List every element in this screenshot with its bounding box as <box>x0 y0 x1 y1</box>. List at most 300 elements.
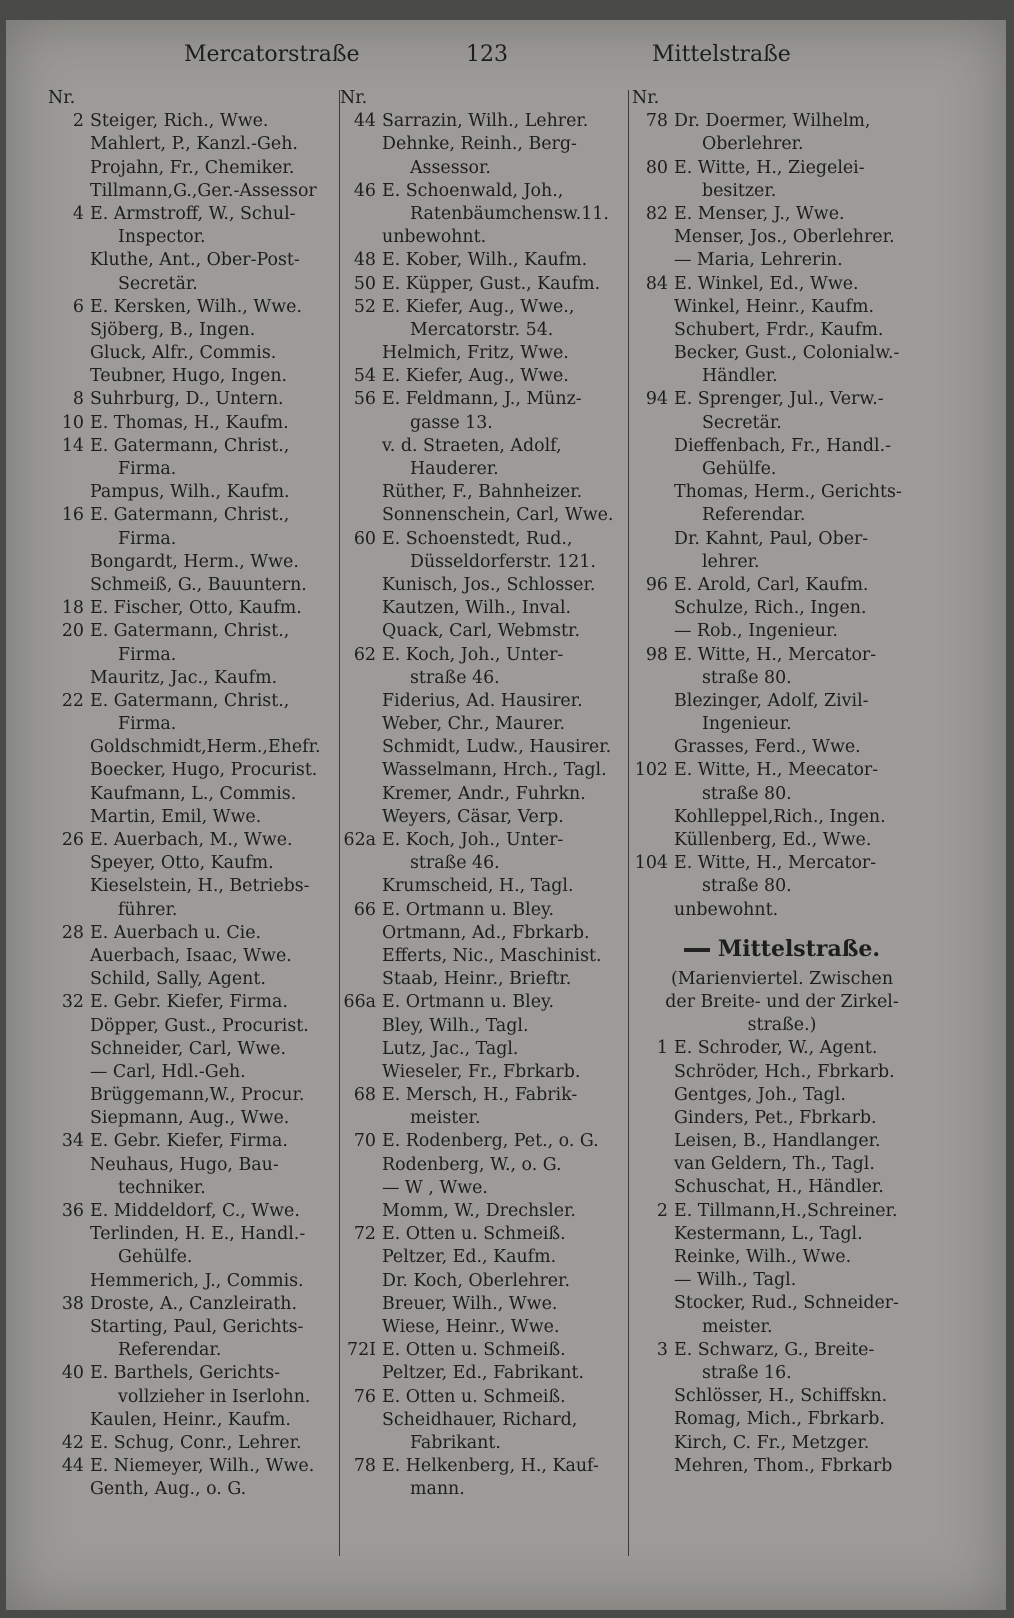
directory-entry <box>340 319 626 342</box>
entry-text: Goldschmidt,Herm.,Ehefr. <box>90 737 321 758</box>
entry-text: Blezinger, Adolf, Zivil- <box>674 690 869 711</box>
directory-entry <box>340 458 626 481</box>
directory-entry <box>48 1339 334 1362</box>
directory-entry <box>632 458 932 481</box>
house-number: 10 <box>61 412 84 433</box>
entry-text: Krumscheid, H., Tagl. <box>382 876 574 897</box>
entry-text: E. Middeldorf, C., Wwe. <box>90 1201 300 1221</box>
entry-text: Droste, A., Canzleirath. <box>90 1293 297 1314</box>
street-description <box>632 968 932 991</box>
entry-text: E. Ortmann u. Bley. <box>382 899 555 920</box>
directory-entry <box>48 968 334 991</box>
entry-text: E. Küpper, Gust., Kaufm. <box>382 273 601 294</box>
entry-text: E. Auerbach u. Cie. <box>90 922 262 943</box>
directory-entry <box>632 319 932 342</box>
directory-entry <box>340 1084 626 1107</box>
entry-text: Mehren, Thom., Fbrkarb <box>674 1455 893 1476</box>
entry-text: E. Schoenstedt, Rud., <box>382 528 573 549</box>
entry-text: E. Witte, H., Mercator- <box>674 853 877 874</box>
directory-entry <box>340 133 626 156</box>
directory-entry <box>340 365 626 388</box>
directory-entry <box>632 296 932 319</box>
directory-entry <box>48 87 334 110</box>
entry-text: E. Witte, H., Meecator- <box>674 760 879 781</box>
entry-text: Quack, Carl, Webmstr. <box>382 621 580 642</box>
entry-text: Secretär. <box>118 273 198 294</box>
directory-entry <box>632 226 932 249</box>
entry-text: Ortmann, Ad., Fbrkarb. <box>382 922 590 943</box>
directory-entry <box>48 1432 334 1455</box>
entry-text: Kieselstein, H., Betriebs- <box>90 876 310 897</box>
directory-entry <box>340 435 626 458</box>
directory-entry <box>340 87 626 110</box>
entry-text: E. Otten u. Schmeiß. <box>382 1340 566 1361</box>
directory-entry <box>340 644 626 667</box>
directory-entry <box>48 574 334 597</box>
entry-text: E. Thomas, H., Kaufm. <box>90 412 289 433</box>
directory-entry <box>340 1130 626 1153</box>
entry-text: Referendar. <box>702 505 806 526</box>
directory-entry <box>48 481 334 504</box>
house-number: 6 <box>72 296 84 317</box>
entry-text: Schild, Sally, Agent. <box>90 969 266 990</box>
entry-text: Starting, Paul, Gerichts- <box>90 1316 304 1337</box>
directory-entry <box>632 1246 932 1269</box>
entry-text: E. Menser, J., Wwe. <box>674 203 845 224</box>
entry-text: E. Koch, Joh., Unter- <box>382 644 564 665</box>
directory-entry <box>48 620 334 643</box>
entry-text: Fabrikant. <box>410 1432 501 1453</box>
entry-text: Referendar. <box>118 1340 222 1361</box>
house-number: 52 <box>353 296 376 317</box>
entry-text: E. Gatermann, Christ., <box>90 621 290 642</box>
directory-entry <box>48 180 334 203</box>
directory-entry <box>632 574 932 597</box>
house-number: 56 <box>353 389 376 410</box>
entry-text: Momm, W., Drechsler. <box>382 1201 576 1221</box>
directory-entry <box>340 852 626 875</box>
directory-entry <box>48 203 334 226</box>
entry-text: Breuer, Wilh., Wwe. <box>382 1293 558 1314</box>
house-number: 34 <box>61 1131 84 1152</box>
directory-entry <box>48 759 334 782</box>
entry-text: Gehülfe. <box>702 459 777 479</box>
directory-entry <box>48 806 334 829</box>
directory-entry <box>632 806 932 829</box>
house-number: 78 <box>645 111 668 132</box>
house-number: 102 <box>634 760 668 781</box>
entry-text: Weber, Chr., Maurer. <box>382 714 566 735</box>
directory-entry <box>632 249 932 272</box>
directory-entry <box>48 458 334 481</box>
directory-entry <box>48 852 334 875</box>
directory-entry <box>48 412 334 435</box>
house-number: 4 <box>72 203 84 224</box>
entry-text: Ratenbäumchensw.11. <box>410 203 609 224</box>
directory-entry <box>48 1084 334 1107</box>
house-number: 72 <box>353 1224 376 1245</box>
entry-text: E. Arold, Carl, Kaufm. <box>674 574 869 595</box>
directory-entry <box>632 690 932 713</box>
entry-text: lehrer. <box>702 551 760 572</box>
entry-text: straße 46. <box>410 853 500 874</box>
directory-entry <box>48 1270 334 1293</box>
house-number: 2 <box>656 1200 668 1221</box>
directory-entry <box>340 388 626 411</box>
directory-entry <box>340 203 626 226</box>
entry-text: straße 16. <box>702 1362 792 1383</box>
directory-entry <box>48 1316 334 1339</box>
entry-text: E. Gatermann, Christ., <box>90 690 290 711</box>
directory-entry <box>340 1246 626 1269</box>
directory-entry <box>48 319 334 342</box>
directory-entry <box>340 968 626 991</box>
entry-text: E. Witte, H., Ziegelei- <box>674 157 865 178</box>
entry-text: Schlösser, H., Schiffskn. <box>674 1386 888 1407</box>
directory-entry <box>48 388 334 411</box>
entry-text: straße 80. <box>702 667 792 688</box>
house-number: 46 <box>353 180 376 201</box>
entry-text: Firma. <box>118 714 177 735</box>
directory-entry <box>48 1154 334 1177</box>
entry-text: Siepmann, Aug., Wwe. <box>90 1108 290 1129</box>
entry-text: Tillmann,G.,Ger.-Assessor <box>90 180 317 201</box>
entry-text: Dr. Koch, Oberlehrer. <box>382 1270 570 1291</box>
house-number: 14 <box>61 435 84 456</box>
directory-entry <box>48 365 334 388</box>
entry-text: E. Schwarz, G., Breite- <box>674 1339 875 1360</box>
entry-text: Stocker, Rud., Schneider- <box>674 1293 899 1314</box>
entry-text: Lutz, Jac., Tagl. <box>382 1038 519 1059</box>
directory-entry <box>632 551 932 574</box>
entry-text: Mercatorstr. 54. <box>410 319 554 340</box>
entry-text: E. Gatermann, Christ., <box>90 435 290 456</box>
directory-entry <box>632 1200 932 1223</box>
street-name-text: Mittelstraße. <box>717 935 881 962</box>
house-number: 104 <box>634 853 668 874</box>
entry-text: Assessor. <box>410 157 491 178</box>
house-number: 84 <box>645 273 668 294</box>
directory-entry <box>632 1385 932 1408</box>
house-number: 44 <box>353 111 376 132</box>
entry-text: Schmeiß, G., Bauuntern. <box>90 574 307 595</box>
directory-entry <box>48 945 334 968</box>
directory-entry <box>340 736 626 759</box>
entry-text: Staab, Heinr., Brieftr. <box>382 969 572 990</box>
entry-text: Sonnenschein, Carl, Wwe. <box>382 505 614 526</box>
entry-text: Reinke, Wilh., Wwe. <box>674 1247 852 1267</box>
directory-entry <box>340 922 626 945</box>
entry-text: E. Schroder, W., Agent. <box>674 1038 878 1059</box>
directory-entry <box>340 481 626 504</box>
directory-entry <box>340 1316 626 1339</box>
entry-text: Teubner, Hugo, Ingen. <box>90 366 288 387</box>
entry-text: Hemmerich, J., Commis. <box>90 1270 304 1291</box>
entry-text: Döpper, Gust., Procurist. <box>90 1015 309 1036</box>
entry-text: Rodenberg, W., o. G. <box>382 1154 562 1175</box>
directory-entry <box>48 1455 334 1478</box>
directory-entry <box>48 1478 334 1501</box>
entry-text: Grasses, Ferd., Wwe. <box>674 737 861 758</box>
house-number: 40 <box>61 1363 84 1384</box>
house-number: 38 <box>61 1293 84 1314</box>
directory-entry <box>48 226 334 249</box>
directory-entry <box>48 922 334 945</box>
entry-text: Thomas, Herm., Gerichts- <box>674 482 902 503</box>
entry-text: Neuhaus, Hugo, Bau- <box>90 1154 279 1175</box>
entry-text: Gentges, Joh., Tagl. <box>674 1084 846 1105</box>
entry-text: Kohlleppel,Rich., Ingen. <box>674 806 886 827</box>
entry-text: E. Gebr. Kiefer, Firma. <box>90 1131 288 1152</box>
house-number: 1 <box>656 1038 668 1059</box>
directory-entry <box>48 899 334 922</box>
directory-entry <box>632 1339 932 1362</box>
directory-entry <box>48 157 334 180</box>
entry-text: Kaulen, Heinr., Kaufm. <box>90 1409 291 1430</box>
directory-entry <box>632 133 932 156</box>
directory-entry <box>340 1362 626 1385</box>
house-number: 42 <box>61 1432 84 1453</box>
directory-entry <box>48 1223 334 1246</box>
entry-text: Dehnke, Reinh., Berg- <box>382 134 577 155</box>
entry-text: vollzieher in Iserlohn. <box>118 1386 311 1407</box>
directory-entry <box>632 829 932 852</box>
house-number: Nr. <box>632 88 660 108</box>
entry-text: Schulze, Rich., Ingen. <box>674 598 867 619</box>
house-number: 20 <box>61 621 84 642</box>
entry-text: v. d. Straeten, Adolf, <box>382 435 562 456</box>
directory-entry <box>48 713 334 736</box>
entry-text: Weyers, Cäsar, Verp. <box>382 806 564 827</box>
directory-entry <box>48 1177 334 1200</box>
directory-entry <box>632 1037 932 1060</box>
house-number: 3 <box>656 1339 668 1360</box>
entry-text: E. Otten u. Schmeiß. <box>382 1386 566 1407</box>
directory-entry <box>340 226 626 249</box>
house-number: 66a <box>343 992 376 1013</box>
directory-entry <box>48 528 334 551</box>
entry-text: Oberlehrer. <box>702 134 804 155</box>
directory-entry <box>48 273 334 296</box>
entry-text: Kaufmann, L., Commis. <box>90 783 297 804</box>
entry-text: Rüther, F., Bahnheizer. <box>382 482 583 503</box>
entry-text: straße 46. <box>410 667 500 688</box>
entry-text: Kluthe, Ant., Ober-Post- <box>90 250 300 271</box>
house-number: 68 <box>353 1085 376 1106</box>
directory-entry <box>632 87 932 110</box>
running-head-right: Mittelstraße <box>652 42 791 67</box>
house-number: 80 <box>645 157 668 178</box>
running-head-left: Mercatorstraße <box>184 42 360 67</box>
entry-text: Peltzer, Ed., Fabrikant. <box>382 1363 584 1384</box>
directory-entry <box>340 991 626 1014</box>
directory-entry <box>340 110 626 133</box>
entry-text: E. Feldmann, J., Münz- <box>382 389 582 410</box>
column-divider <box>628 90 629 1556</box>
directory-entry <box>340 180 626 203</box>
entry-text: E. Schug, Conr., Lehrer. <box>90 1432 302 1453</box>
entry-text: Pampus, Wilh., Kaufm. <box>90 482 290 503</box>
directory-entry <box>48 644 334 667</box>
house-number: 8 <box>72 389 84 410</box>
street-description <box>632 991 932 1014</box>
entry-text: Speyer, Otto, Kaufm. <box>90 853 274 874</box>
entry-text: Kirch, C. Fr., Metzger. <box>674 1432 870 1453</box>
entry-text: Projahn, Fr., Chemiker. <box>90 157 295 178</box>
directory-entry <box>340 1293 626 1316</box>
entry-text: — Maria, Lehrerin. <box>674 250 843 271</box>
entry-text: Firma. <box>118 459 177 479</box>
directory-entry <box>632 713 932 736</box>
house-number: 22 <box>61 690 84 711</box>
house-number: 94 <box>645 389 668 410</box>
entry-text: — Wilh., Tagl. <box>674 1270 797 1291</box>
house-number: 96 <box>645 574 668 595</box>
directory-entry <box>340 690 626 713</box>
entry-text: Schneider, Carl, Wwe. <box>90 1038 286 1059</box>
directory-entry <box>48 551 334 574</box>
directory-entry <box>48 991 334 1014</box>
entry-text: Kremer, Andr., Fuhrkn. <box>382 783 586 804</box>
house-number: 26 <box>61 830 84 850</box>
entry-text: Wieseler, Fr., Fbrkarb. <box>382 1061 581 1082</box>
directory-entry <box>340 806 626 829</box>
directory-entry <box>48 342 334 365</box>
house-number: 54 <box>353 366 376 387</box>
entry-text: straße.) <box>747 1015 817 1036</box>
entry-text: der Breite- und der Zirkel- <box>665 991 899 1012</box>
directory-entry <box>340 1038 626 1061</box>
entry-text: Steiger, Rich., Wwe. <box>90 111 269 132</box>
entry-text: Secretär. <box>702 412 782 433</box>
directory-entry <box>48 736 334 759</box>
directory-entry <box>48 1293 334 1316</box>
column-middle <box>340 87 626 1567</box>
entry-text: E. Gebr. Kiefer, Firma. <box>90 992 288 1013</box>
directory-entry <box>632 1223 932 1246</box>
entry-text: Gehülfe. <box>118 1247 193 1268</box>
entry-text: Hauderer. <box>410 459 499 479</box>
directory-entry <box>48 1061 334 1084</box>
entry-text: Firma. <box>118 528 177 549</box>
directory-entry <box>632 597 932 620</box>
directory-entry <box>48 133 334 156</box>
directory-entry <box>632 1432 932 1455</box>
directory-entry <box>48 1038 334 1061</box>
directory-entry <box>632 528 932 551</box>
directory-entry <box>632 736 932 759</box>
entry-text: E. Niemeyer, Wilh., Wwe. <box>90 1456 315 1477</box>
directory-entry <box>632 620 932 643</box>
entry-text: Romag, Mich., Fbrkarb. <box>674 1409 885 1430</box>
directory-entry <box>632 203 932 226</box>
directory-entry <box>632 273 932 296</box>
entry-text: Düsseldorferstr. 121. <box>410 551 596 572</box>
directory-entry <box>340 1223 626 1246</box>
directory-entry <box>632 1362 932 1385</box>
directory-entry <box>340 157 626 180</box>
entry-text: E. Otten u. Schmeiß. <box>382 1224 566 1245</box>
directory-entry <box>632 1107 932 1130</box>
entry-text: Dieffenbach, Fr., Handl.- <box>674 435 892 456</box>
house-number: 18 <box>61 598 84 619</box>
house-number: Nr. <box>48 88 76 108</box>
entry-text: straße 80. <box>702 783 792 804</box>
directory-entry <box>48 504 334 527</box>
entry-text: Sjöberg, B., Ingen. <box>90 319 256 340</box>
entry-text: Becker, Gust., Colonialw.- <box>674 343 900 364</box>
house-number: 32 <box>61 992 84 1013</box>
entry-text: Schuschat, H., Händler. <box>674 1177 884 1198</box>
directory-entry <box>632 667 932 690</box>
directory-entry <box>340 1409 626 1432</box>
entry-text: E. Fischer, Otto, Kaufm. <box>90 598 302 619</box>
entry-text: E. Mersch, H., Fabrik- <box>382 1085 578 1106</box>
directory-entry <box>48 1246 334 1269</box>
directory-entry <box>340 342 626 365</box>
house-number: 98 <box>645 644 668 665</box>
entry-text: E. Witte, H., Mercator- <box>674 644 877 665</box>
directory-entry <box>632 1316 932 1339</box>
house-number: 62 <box>353 644 376 665</box>
entry-text: E. Gatermann, Christ., <box>90 505 290 526</box>
directory-entry <box>340 1432 626 1455</box>
column-right <box>632 87 932 1567</box>
directory-entry <box>632 388 932 411</box>
directory-entry <box>340 249 626 272</box>
house-number: 72I <box>347 1340 376 1361</box>
directory-entry <box>340 528 626 551</box>
entry-text: Schröder, Hch., Fbrkarb. <box>674 1061 895 1082</box>
directory-entry <box>48 690 334 713</box>
directory-entry <box>48 667 334 690</box>
entry-text: Firma. <box>118 644 177 665</box>
directory-entry <box>340 574 626 597</box>
entry-text: Fiderius, Ad. Hausirer. <box>382 690 583 711</box>
entry-text: (Marienviertel. Zwischen <box>670 968 894 989</box>
directory-entry <box>632 759 932 782</box>
directory-entry <box>48 1130 334 1153</box>
house-number: 60 <box>353 528 376 549</box>
directory-entry <box>632 180 932 203</box>
entry-text: Helmich, Fritz, Wwe. <box>382 343 569 364</box>
directory-entry <box>48 110 334 133</box>
entry-text: Kautzen, Wilh., Inval. <box>382 598 572 619</box>
directory-entry <box>632 342 932 365</box>
directory-entry <box>48 1107 334 1130</box>
directory-entry <box>340 296 626 319</box>
directory-entry <box>340 1478 626 1501</box>
entry-text: Schmidt, Ludw., Hausirer. <box>382 737 612 758</box>
directory-entry <box>632 504 932 527</box>
entry-text: techniker. <box>118 1177 206 1198</box>
entry-text: Dr. Doermer, Wilhelm, <box>674 111 871 132</box>
entry-text: E. Schoenwald, Joh., <box>382 180 564 201</box>
entry-text: van Geldern, Th., Tagl. <box>674 1154 875 1175</box>
directory-entry <box>632 1130 932 1153</box>
entry-text: straße 80. <box>702 876 792 897</box>
directory-entry <box>340 759 626 782</box>
entry-text: Bongardt, Herm., Wwe. <box>90 551 299 572</box>
directory-entry <box>340 1386 626 1409</box>
directory-entry <box>632 644 932 667</box>
entry-text: besitzer. <box>702 180 777 201</box>
directory-entry <box>340 783 626 806</box>
directory-entry <box>48 435 334 458</box>
entry-text: Gluck, Alfr., Commis. <box>90 343 277 364</box>
directory-entry <box>632 365 932 388</box>
entry-text: Ginders, Pet., Fbrkarb. <box>674 1107 877 1128</box>
